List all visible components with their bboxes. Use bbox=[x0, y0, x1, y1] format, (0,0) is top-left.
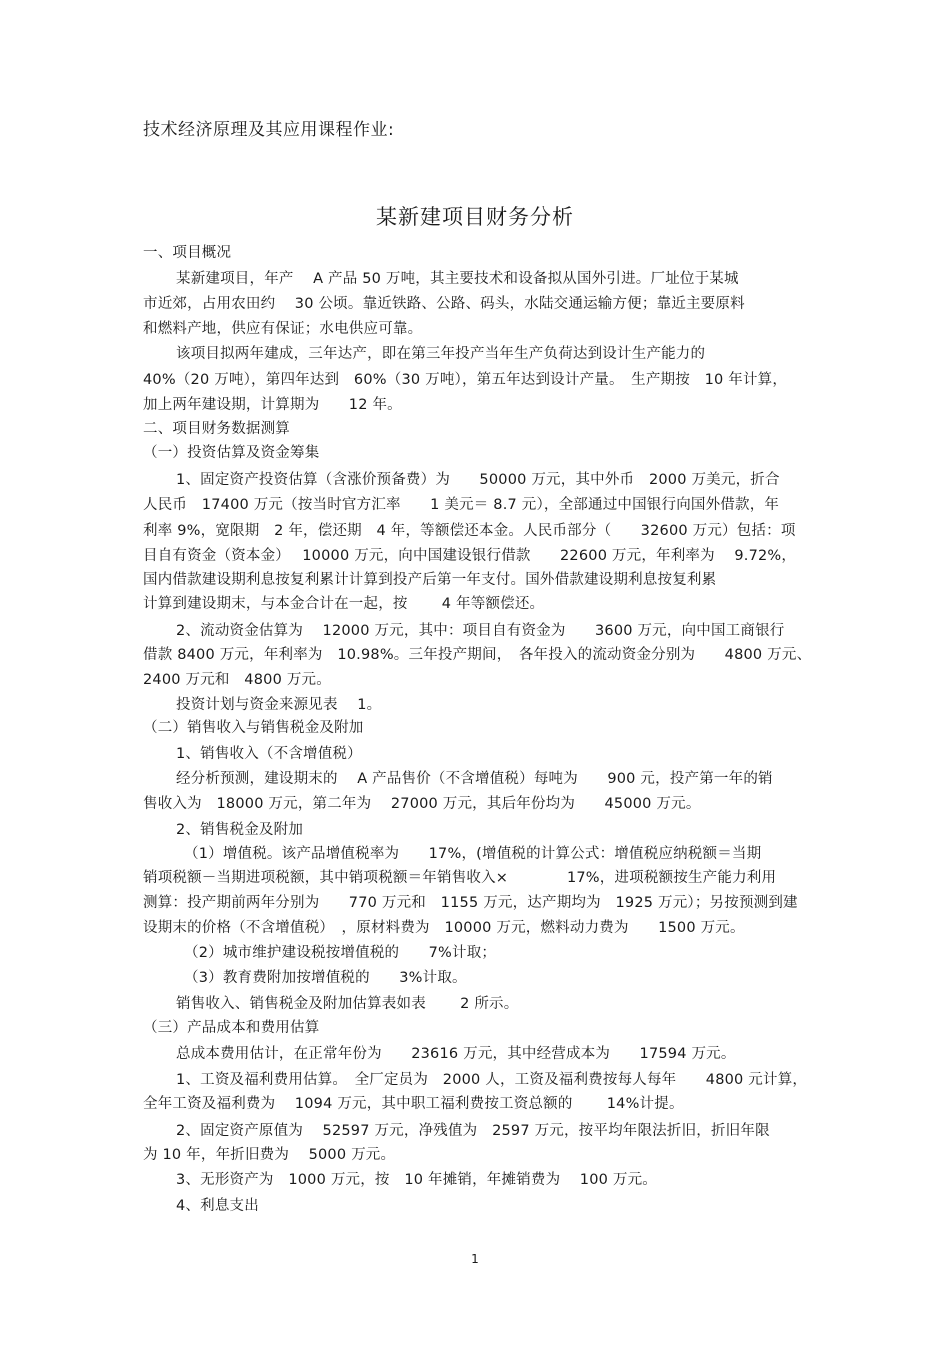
item-heading: 1、销售收入（不含增值税） bbox=[176, 746, 362, 762]
paragraph-line: 总成本费用估计，在正常年份为 23616 万元，其中经营成本为 17594 万元。 bbox=[176, 1046, 736, 1062]
page-number: 1 bbox=[471, 1252, 479, 1266]
paragraph-line: 售收入为 18000 万元，第二年为 27000 万元，其后年份均为 45000 万元。 bbox=[143, 796, 701, 812]
paragraph-line: 2400 万元和 4800 万元。 bbox=[143, 672, 331, 688]
paragraph-line: 1、工资及福利费用估算。 全厂定员为 2000 人，工资及福利费按每人每年 4800 元计算， bbox=[176, 1072, 808, 1088]
paragraph-line: 利率 9%，宽限期 2 年，偿还期 4 年，等额偿还本金。人民币部分（ 32600 万元）包括：项 bbox=[143, 523, 796, 539]
paragraph-line: （1）增值税。该产品增值税率为 17%，(增值税的计算公式：增值税应纳税额＝当期 bbox=[184, 846, 762, 862]
paragraph-line: 人民币 17400 万元（按当时官方汇率 1 美元＝ 8.7 元），全部通过中国银行向国外借款，年 bbox=[143, 497, 780, 513]
subsection-heading: （一）投资估算及资金筹集 bbox=[143, 445, 320, 461]
course-title: 技术经济原理及其应用课程作业: bbox=[143, 120, 395, 140]
section-heading: 一、项目概况 bbox=[143, 245, 232, 261]
paragraph-line: 销售收入、销售税金及附加估算表如表 2 所示。 bbox=[176, 996, 519, 1012]
paragraph-line: 借款 8400 万元，年利率为 10.98%。三年投产期间， 各年投入的流动资金分别为 4800 万元、 bbox=[143, 647, 812, 663]
paragraph-line: 目自有资金（资本金） 10000 万元，向中国建设银行借款 22600 万元，年利率为 9.72%， bbox=[143, 548, 797, 564]
paragraph-line: 测算：投产期前两年分别为 770 万元和 1155 万元，达产期均为 1925 万元）；另按预测到建 bbox=[143, 895, 798, 911]
paragraph-line: 2、固定资产原值为 52597 万元，净残值为 2597 万元，按平均年限法折旧，折旧年限 bbox=[176, 1123, 770, 1139]
subsection-heading: （三）产品成本和费用估算 bbox=[143, 1020, 320, 1036]
item-heading: 2、销售税金及附加 bbox=[176, 822, 304, 838]
paragraph-line: 该项目拟两年建成，三年达产，即在第三年投产当年生产负荷达到设计生产能力的 bbox=[176, 346, 706, 362]
paragraph-line: 加上两年建设期，计算期为 12 年。 bbox=[143, 397, 402, 413]
paragraph-line: 和燃料产地，供应有保证；水电供应可靠。 bbox=[143, 321, 423, 337]
paragraph-line: 市近郊，占用农田约 30 公顷。靠近铁路、公路、码头，水陆交通运输方便；靠近主要原料 bbox=[143, 296, 745, 312]
paragraph-line: 设期末的价格（不含增值税） ，原材料费为 10000 万元，燃料动力费为 1500 万元。 bbox=[143, 920, 745, 936]
paragraph-line: 销项税额－当期进项税额，其中销项税额＝年销售收入× 17%，进项税额按生产能力利用 bbox=[143, 870, 777, 886]
paragraph-line: 为 10 年，年折旧费为 5000 万元。 bbox=[143, 1147, 396, 1163]
subsection-heading: （二）销售收入与销售税金及附加 bbox=[143, 720, 364, 736]
paragraph-line: （3）教育费附加按增值税的 3%计取。 bbox=[184, 970, 467, 986]
paragraph-line: 经分析预测，建设期末的 A 产品售价（不含增值税）每吨为 900 元，投产第一年的销 bbox=[176, 771, 773, 787]
paragraph-line: 2、流动资金估算为 12000 万元，其中：项目自有资金为 3600 万元，向中国工商银行 bbox=[176, 623, 785, 639]
paragraph-line: 全年工资及福利费为 1094 万元，其中职工福利费按工资总额的 14%计提。 bbox=[143, 1096, 684, 1112]
paragraph-line: 投资计划与资金来源见表 1。 bbox=[176, 697, 382, 713]
item-heading: 4、利息支出 bbox=[176, 1198, 259, 1214]
section-heading: 二、项目财务数据测算 bbox=[143, 421, 290, 437]
paragraph-line: 计算到建设期末，与本金合计在一起，按 4 年等额偿还。 bbox=[143, 596, 545, 612]
paragraph-line: （2）城市维护建设税按增值税的 7%计取； bbox=[184, 945, 497, 961]
paragraph-line: 3、无形资产为 1000 万元，按 10 年摊销，年摊销费为 100 万元。 bbox=[176, 1172, 657, 1188]
paragraph-line: 国内借款建设期利息按复利累计计算到投产后第一年支付。国外借款建设期利息按复利累 bbox=[143, 572, 717, 588]
paragraph-line: 40%（20 万吨），第四年达到 60%（30 万吨），第五年达到设计产量。 生产期按 10 年计算， bbox=[143, 372, 788, 388]
document-title: 某新建项目财务分析 bbox=[376, 205, 574, 229]
paragraph-line: 1、固定资产投资估算（含涨价预备费）为 50000 万元，其中外币 2000 万美元，折合 bbox=[176, 472, 780, 488]
paragraph-line: 某新建项目，年产 A 产品 50 万吨，其主要技术和设备拟从国外引进。厂址位于某城 bbox=[176, 271, 739, 287]
